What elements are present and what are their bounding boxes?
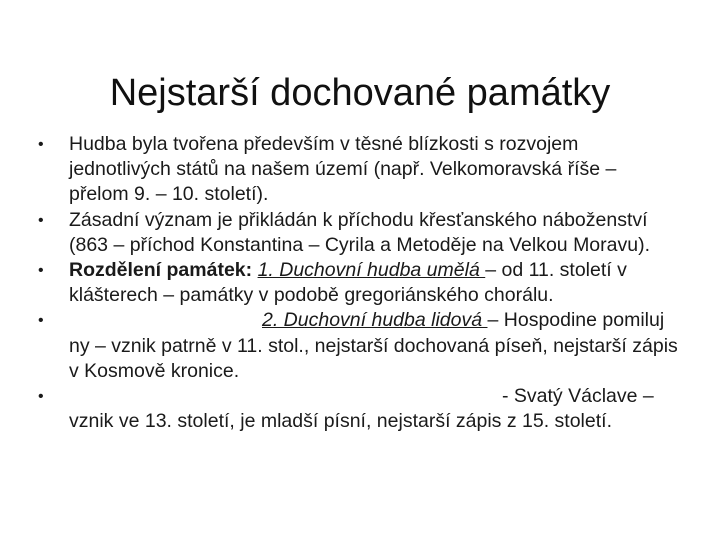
bullet-dot: •: [38, 312, 44, 330]
bullet-text: – od 11. století v klášterech – památky v podobě gregoriánského chorálu.: [69, 259, 627, 307]
bullet-item-2: [38, 208, 678, 258]
bullet-bold-label: Rozdělení památek:: [69, 259, 253, 282]
bullet-lead-text: - Svatý Václave –: [502, 385, 654, 408]
bullet-text: Zásadní význam je přikládán k příchodu křesťanského náboženství (863 – příchod Konstantina – Cyrila a Metoděje na Velkou Moravu).: [69, 208, 651, 256]
bullet-dot: •: [38, 136, 44, 153]
bullet-dot: •: [38, 388, 44, 406]
bullet-dot: •: [38, 262, 44, 280]
bullet-dot: •: [38, 211, 44, 229]
slide-title: Nejstarší dochované památky: [109, 72, 611, 115]
bullet-item-1: [38, 132, 678, 208]
bullet-text: vznik ve 13. století, je mladší písní, nejstarší zápis z 15. století.: [69, 410, 612, 433]
bullet-item-5: [38, 384, 678, 434]
bullet-item-3: [38, 258, 678, 308]
bullet-list: [38, 132, 678, 434]
bullet-text: – Hospodine pomiluj ny – vznik patrně v 11. stol., nejstarší dochovaná píseň, nejstarší zápis v Kosmově kronice.: [69, 309, 678, 382]
bullet-text: Hudba byla tvořena především v těsné blízkosti s rozvojem jednotlivých států na našem území (např. Velkomoravská říše – přelom 9. – 10. století).: [69, 133, 617, 206]
bullet-underlined-term: 2. Duchovní hudba lidová: [262, 309, 488, 332]
bullet-item-4: [38, 308, 678, 384]
bullet-underlined-term: 1. Duchovní hudba umělá: [257, 259, 486, 282]
